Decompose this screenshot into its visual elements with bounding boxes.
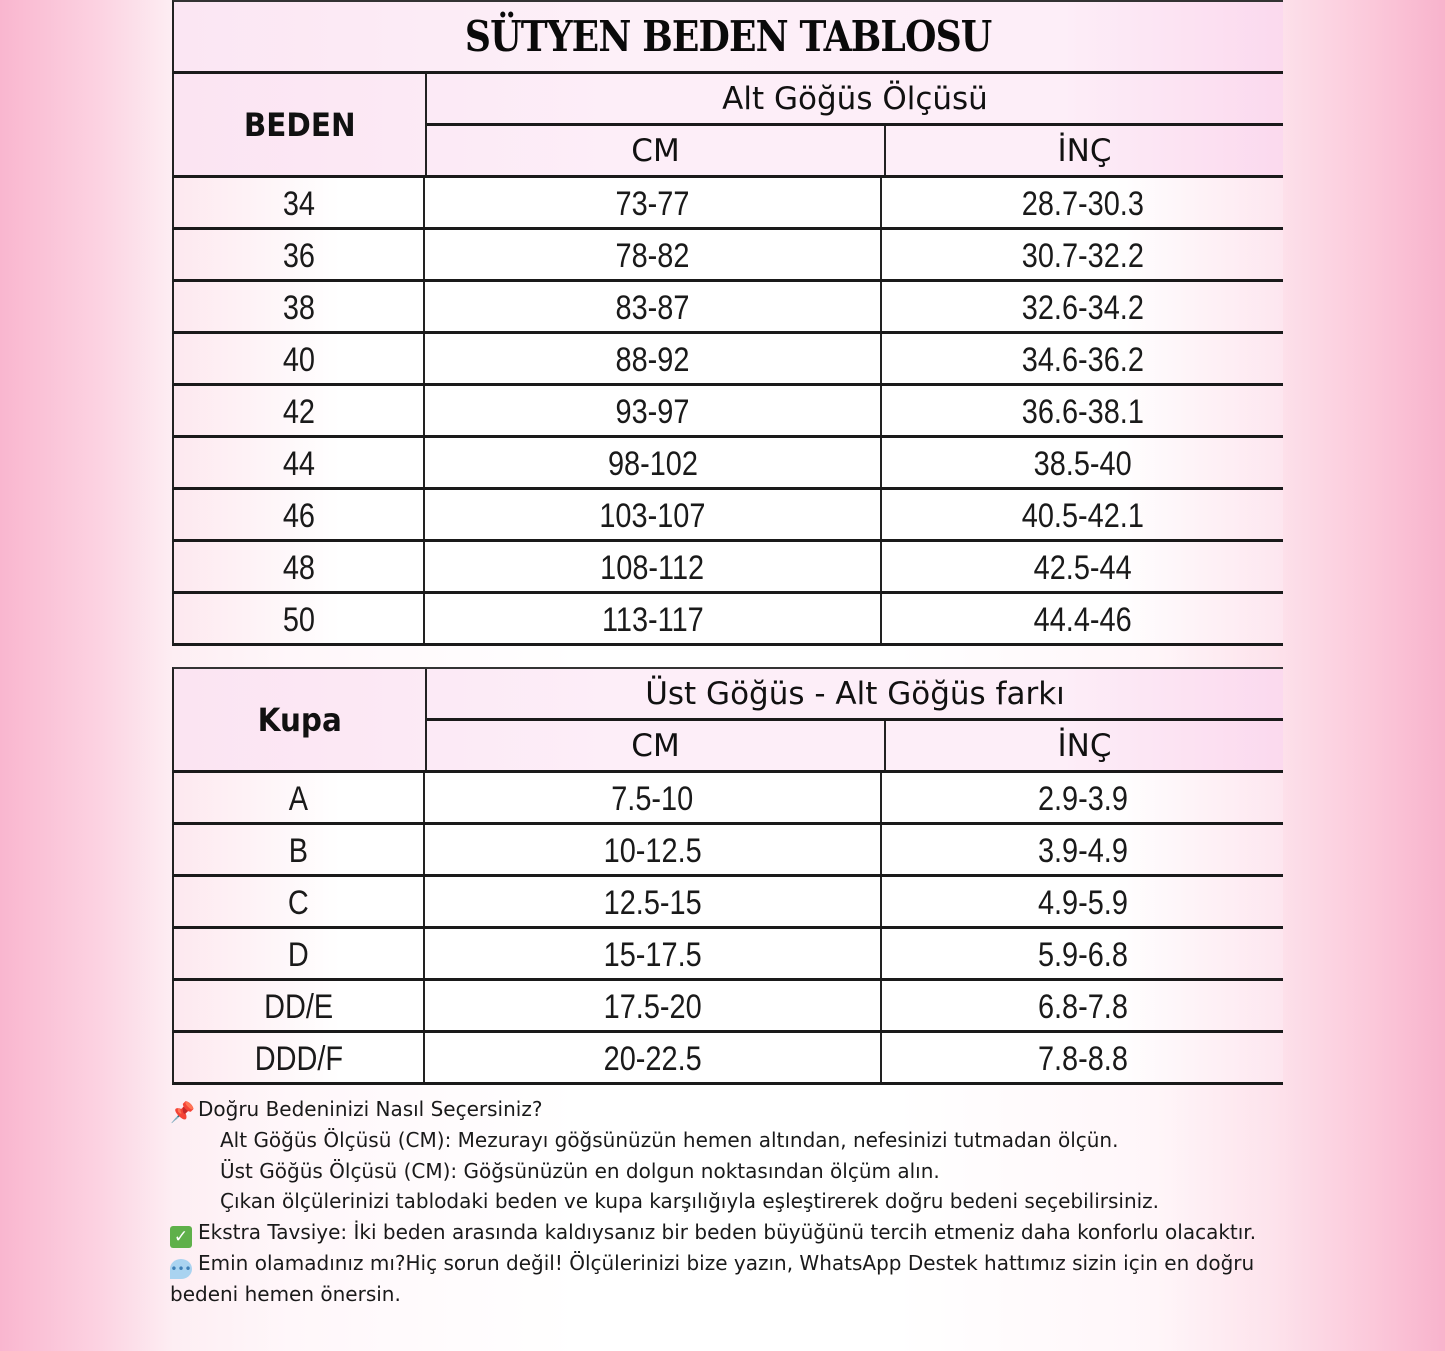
size-cell-value: 46 bbox=[282, 497, 315, 535]
table-row bbox=[172, 438, 1283, 490]
notes-heading-text: Doğru Bedeninizi Nasıl Seçersiniz? bbox=[198, 1097, 543, 1121]
cm-cell bbox=[425, 490, 882, 539]
size-cell-value: D bbox=[288, 936, 309, 974]
inc-cell bbox=[882, 490, 1283, 539]
cm-cell bbox=[425, 282, 882, 331]
inc-cell-value: 5.9-6.8 bbox=[1037, 936, 1128, 974]
cm-cell-value: 17.5-20 bbox=[603, 988, 702, 1026]
pushpin-icon: 📌 bbox=[170, 1100, 195, 1124]
table-row bbox=[172, 825, 1283, 877]
cm-cell-value: 12.5-15 bbox=[603, 884, 702, 922]
table-row bbox=[172, 1033, 1283, 1085]
table-row bbox=[172, 542, 1283, 594]
cm-cell bbox=[425, 825, 882, 874]
cm-cell bbox=[425, 981, 882, 1030]
inc-cell bbox=[882, 438, 1283, 487]
cm-cell-value: 108-112 bbox=[600, 549, 705, 587]
size-cell bbox=[174, 230, 425, 279]
inc-cell bbox=[882, 594, 1283, 643]
cup-table-header bbox=[172, 667, 1283, 773]
size-cell bbox=[174, 386, 425, 435]
inc-cell-value: 32.6-34.2 bbox=[1021, 289, 1144, 327]
cm-cell-value: 93-97 bbox=[615, 393, 690, 431]
size-cell bbox=[174, 929, 425, 978]
table-row bbox=[172, 230, 1283, 282]
size-cell bbox=[174, 1033, 425, 1082]
cm-cell bbox=[425, 1033, 882, 1082]
table-row bbox=[172, 594, 1283, 646]
inc-cell bbox=[882, 230, 1283, 279]
inc-cell bbox=[882, 981, 1283, 1030]
speech-bubble-icon: ••• bbox=[170, 1259, 192, 1279]
sizing-notes bbox=[170, 1094, 1280, 1310]
cm-cell-value: 7.5-10 bbox=[611, 780, 694, 818]
chart-title-row bbox=[172, 0, 1283, 74]
inc-cell-value: 6.8-7.8 bbox=[1037, 988, 1128, 1026]
cm-cell bbox=[425, 386, 882, 435]
inc-cell-value: 28.7-30.3 bbox=[1021, 185, 1144, 223]
cm-cell bbox=[425, 594, 882, 643]
table-row bbox=[172, 282, 1283, 334]
header-cm: CM bbox=[427, 126, 886, 175]
size-cell bbox=[174, 178, 425, 227]
size-cell bbox=[174, 438, 425, 487]
cm-cell bbox=[425, 929, 882, 978]
size-cell-value: 44 bbox=[282, 445, 315, 483]
size-cell bbox=[174, 594, 425, 643]
note-support-text: Emin olamadınız mı?Hiç sorun değil! Ölçülerinizi bize yazın, WhatsApp Destek hattımız sizin için en doğru bedeni hemen önersin. bbox=[170, 1251, 1255, 1307]
inc-cell bbox=[882, 334, 1283, 383]
size-cell-value: B bbox=[288, 832, 309, 870]
page-title: SÜTYEN BEDEN TABLOSU bbox=[465, 12, 992, 61]
size-cell bbox=[174, 490, 425, 539]
table-row bbox=[172, 178, 1283, 230]
cm-cell-value: 103-107 bbox=[599, 497, 706, 535]
size-cell-value: 48 bbox=[282, 549, 315, 587]
inc-cell bbox=[882, 178, 1283, 227]
inc-cell bbox=[882, 929, 1283, 978]
inc-cell-value: 40.5-42.1 bbox=[1021, 497, 1144, 535]
size-cell-value: 42 bbox=[282, 393, 315, 431]
inc-cell-value: 30.7-32.2 bbox=[1021, 237, 1144, 275]
header-kupa-label: Kupa bbox=[257, 700, 342, 739]
inc-cell-value: 7.8-8.8 bbox=[1037, 1040, 1128, 1078]
size-cell bbox=[174, 981, 425, 1030]
header-group-label: Üst Göğüs - Alt Göğüs farkı bbox=[427, 669, 1283, 721]
inc-cell bbox=[882, 773, 1283, 822]
size-cell-value: 36 bbox=[282, 237, 315, 275]
size-cell-value: C bbox=[288, 884, 309, 922]
size-cell-value: 34 bbox=[282, 185, 315, 223]
band-table-body bbox=[172, 178, 1283, 646]
cm-cell-value: 113-117 bbox=[601, 601, 704, 639]
note-step: Alt Göğüs Ölçüsü (CM): Mezurayı göğsünüzün hemen altından, nefesinizi tutmadan ölçün. bbox=[220, 1127, 1119, 1152]
inc-cell-value: 3.9-4.9 bbox=[1037, 832, 1128, 870]
size-cell-value: 40 bbox=[282, 341, 315, 379]
note-step: Üst Göğüs Ölçüsü (CM): Göğsünüzün en dolgun noktasından ölçüm alın. bbox=[220, 1158, 940, 1183]
inc-cell-value: 34.6-36.2 bbox=[1021, 341, 1144, 379]
inc-cell-value: 2.9-3.9 bbox=[1037, 780, 1128, 818]
cm-cell-value: 73-77 bbox=[615, 185, 690, 223]
header-inc: İNÇ bbox=[1057, 727, 1112, 764]
cm-cell bbox=[425, 877, 882, 926]
cm-cell-value: 10-12.5 bbox=[603, 832, 702, 870]
note-step: Çıkan ölçülerinizi tablodaki beden ve kupa karşılığıyla eşleştirerek doğru bedeni seçebilirsiniz. bbox=[220, 1189, 1160, 1214]
cm-cell bbox=[425, 230, 882, 279]
note-support bbox=[170, 1248, 1280, 1310]
inc-cell bbox=[882, 1033, 1283, 1082]
inc-cell bbox=[882, 877, 1283, 926]
band-table-header bbox=[172, 74, 1283, 178]
cm-cell-value: 78-82 bbox=[615, 237, 690, 275]
cm-cell-value: 83-87 bbox=[615, 289, 690, 327]
inc-cell-value: 42.5-44 bbox=[1033, 549, 1132, 587]
table-row bbox=[172, 490, 1283, 542]
inc-cell-value: 38.5-40 bbox=[1033, 445, 1132, 483]
size-cell-value: 50 bbox=[282, 601, 315, 639]
header-group-label: Alt Göğüs Ölçüsü bbox=[427, 74, 1283, 126]
inc-cell-value: 4.9-5.9 bbox=[1037, 884, 1128, 922]
cm-cell-value: 98-102 bbox=[607, 445, 698, 483]
note-tip-text: Ekstra Tavsiye: İki beden arasında kaldıysanız bir beden büyüğünü tercih etmeniz daha konforlu olacaktır. bbox=[198, 1220, 1257, 1245]
inc-cell-value: 36.6-38.1 bbox=[1021, 393, 1144, 431]
header-kupa-cell bbox=[174, 669, 427, 770]
cm-cell bbox=[425, 773, 882, 822]
table-row bbox=[172, 929, 1283, 981]
table-row bbox=[172, 981, 1283, 1033]
table-row bbox=[172, 773, 1283, 825]
size-cell bbox=[174, 773, 425, 822]
check-mark-icon: ✓ bbox=[170, 1226, 192, 1248]
inc-cell bbox=[882, 386, 1283, 435]
table-row bbox=[172, 386, 1283, 438]
inc-cell bbox=[882, 542, 1283, 591]
cm-cell-value: 88-92 bbox=[615, 341, 690, 379]
cm-cell bbox=[425, 178, 882, 227]
inc-cell-value: 44.4-46 bbox=[1033, 601, 1132, 639]
cup-table-body bbox=[172, 773, 1283, 1085]
header-cm: CM bbox=[427, 721, 886, 770]
cm-cell-value: 15-17.5 bbox=[603, 936, 702, 974]
cm-cell bbox=[425, 542, 882, 591]
notes-heading bbox=[170, 1094, 1280, 1125]
cm-cell bbox=[425, 334, 882, 383]
table-row bbox=[172, 877, 1283, 929]
table-row bbox=[172, 334, 1283, 386]
size-cell-value: 38 bbox=[282, 289, 315, 327]
header-beden-cell bbox=[174, 74, 427, 175]
note-tip bbox=[170, 1217, 1280, 1248]
size-cell-value: A bbox=[288, 780, 309, 818]
cup-size-table bbox=[172, 667, 1283, 1085]
header-beden-label: BEDEN bbox=[243, 105, 356, 144]
inc-cell bbox=[882, 282, 1283, 331]
size-cell bbox=[174, 334, 425, 383]
inc-cell bbox=[882, 825, 1283, 874]
cm-cell-value: 20-22.5 bbox=[603, 1040, 702, 1078]
header-inc: İNÇ bbox=[1057, 132, 1112, 169]
size-cell bbox=[174, 282, 425, 331]
size-cell bbox=[174, 877, 425, 926]
cm-cell bbox=[425, 438, 882, 487]
size-cell-value: DD/E bbox=[263, 988, 334, 1026]
size-cell bbox=[174, 542, 425, 591]
size-cell-value: DDD/F bbox=[254, 1040, 343, 1078]
band-size-table bbox=[172, 0, 1283, 646]
size-cell bbox=[174, 825, 425, 874]
